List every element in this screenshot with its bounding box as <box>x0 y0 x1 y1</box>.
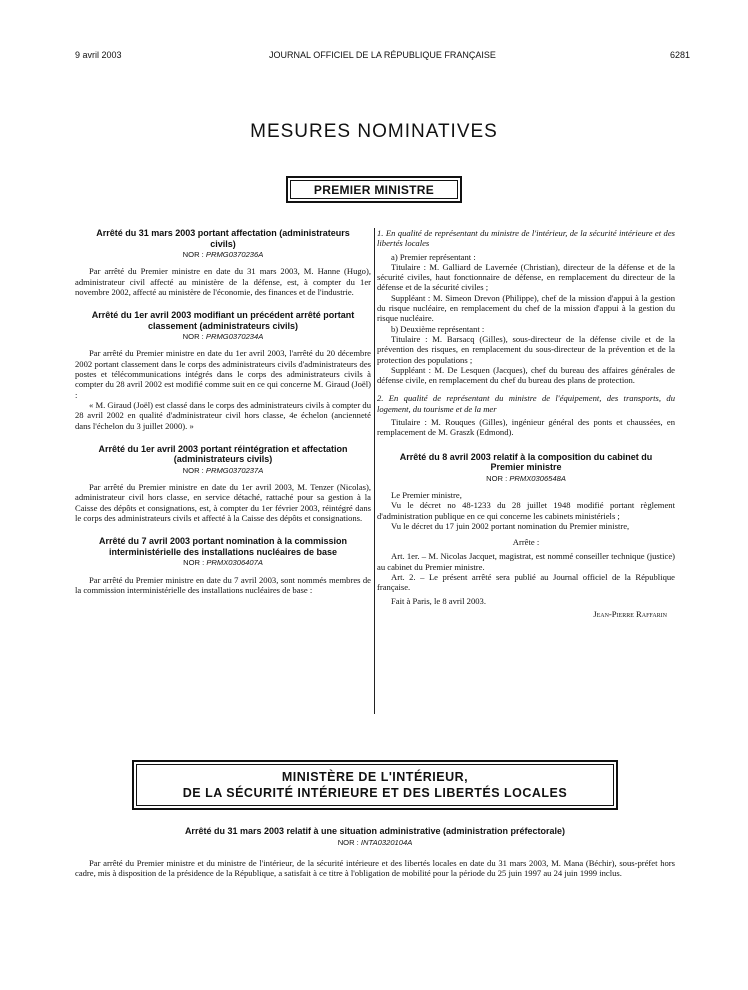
list-item: Titulaire : M. Galliard de Lavernée (Christian), directeur de la défense et de la sécurité civiles, haut fonctionnaire de défense, en remplacement du directeur de la défense et de la sécurité civiles ; <box>377 261 675 293</box>
nor-code: PRMX0306548A <box>509 473 566 483</box>
left-column <box>75 228 371 595</box>
header-page-number: 6281 <box>669 50 690 60</box>
arrete-title: Arrêté du 1er avril 2003 portant réintégration et affectation (administrateurs civils) <box>98 443 348 465</box>
arrete-situation-administrative <box>75 826 675 878</box>
list-item: b) Deuxième représentant : <box>391 323 485 334</box>
column-divider <box>374 228 375 714</box>
section-label-line1: MINISTÈRE DE L'INTÉRIEUR, <box>281 770 469 784</box>
nor-line: NOR : PRMG0370236A <box>182 250 264 259</box>
nor-code: PRMG0370237A <box>205 465 264 475</box>
nor-code: PRMX0306407A <box>206 558 263 568</box>
done-at: Fait à Paris, le 8 avril 2003. <box>391 595 486 606</box>
arrete-paragraph: Vu le décret no 48-1233 du 28 juillet 1948 modifié portant règlement d'administration publique en ce qui concerne les cabinets ministériels ; <box>377 500 675 521</box>
list-item: a) Premier représentant : <box>391 251 476 262</box>
arrete-title: Arrêté du 8 avril 2003 relatif à la composition du cabinet du Premier ministre <box>399 451 653 473</box>
section-box-premier-ministre <box>286 176 462 203</box>
arrete-paragraph: Par arrêté du Premier ministre en date du 7 avril 2003, sont nommés membres de la commission interministérielle des installations nucléaires de base : <box>75 574 371 595</box>
subsection-heading: 2. En qualité de représentant du ministre de l'équipement, des transports, du logement, du tourisme et de la mer <box>377 393 675 414</box>
header-date: 9 avril 2003 <box>75 50 122 60</box>
arrete-paragraph: Par arrêté du Premier ministre en date du 1er avril 2003, l'arrêté du 20 décembre 2002 portant classement dans le corps des administrateurs civils d'administrateurs des postes et télécommunications intégrés dans le corps des administrateurs civils à compter du 28 avril 2002 est modifié comme suit en ce qui concerne M. Giraud (Joël) : <box>75 348 371 400</box>
section-label-line2: DE LA SÉCURITÉ INTÉRIEURE ET DES LIBERTÉS LOCALES <box>182 786 568 800</box>
arrete-title: Arrêté du 7 avril 2003 portant nomination à la commission interministérielle des installations nucléaires de base <box>98 536 348 557</box>
right-column <box>377 228 675 619</box>
arrete-paragraph: Par arrêté du Premier ministre en date du 31 mars 2003, M. Hanne (Hugo), administrateur civil affecté au ministère de la défense, est, à compter du 1er novembre 2002, affecté au ministère de l'économie, des finances et de l'industrie. <box>75 266 371 297</box>
page-header <box>75 50 690 64</box>
list-item: Suppléant : M. Simeon Drevon (Philippe), chef de la mission d'appui à la gestion du risque nucléaire, en remplacement du chef de la mission d'appui à la gestion du risque nucléaire. <box>377 292 675 324</box>
signature: Jean-Pierre Raffarin <box>593 608 667 619</box>
arrete-title: Arrêté du 31 mars 2003 portant affectation (administrateurs civils) <box>96 228 350 249</box>
arrete-classement <box>75 310 371 431</box>
arrete-title: Arrêté du 1er avril 2003 modifiant un précédent arrêté portant classement (administrateurs civils) <box>91 310 355 331</box>
arrete-paragraph: Par arrêté du Premier ministre et du ministre de l'intérieur, de la sécurité intérieure et des libertés locales en date du 31 mars 2003, M. Mana (Béchir), sous-préfet hors cadre, mis à disposition de la présidence de la République, a satisfait à ce titre à l'obligation de mobilité pour la période du 25 juin 1997 au 24 juin 1999 inclus. <box>75 857 675 879</box>
nor-line: NOR : INTA0320104A <box>337 837 413 847</box>
arrete-paragraph: Par arrêté du Premier ministre en date du 1er avril 2003, M. Tenzer (Nicolas), administrateur civil hors classe, en service détaché, rattaché pour sa gestion à la Caisse des dépôts et consignations, est, à compter du 1er février 2003, réintégré dans le corps des administrateurs civils et affecté à la Caisse des dépôts et consignations. <box>75 482 371 524</box>
article: Art. 2. – Le présent arrêté sera publié au Journal officiel de la République française. <box>377 572 675 593</box>
list-item: Titulaire : M. Rouques (Gilles), ingénieur général des ponts et chaussées, en remplacement de M. Graszk (Edmond). <box>377 417 675 438</box>
nor-code: PRMG0370234A <box>205 332 264 342</box>
list-item: Titulaire : M. Barsacq (Gilles), sous-directeur de la défense civile et de la prévention des risques, en remplacement du sous-directeur de la prévention et de la protection des populations ; <box>377 333 675 365</box>
arrete-reintegration <box>75 444 371 523</box>
page-title: MESURES NOMINATIVES <box>250 121 498 142</box>
header-journal-title: JOURNAL OFFICIEL DE LA RÉPUBLIQUE FRANÇAISE <box>269 50 496 60</box>
nor-code: INTA0320104A <box>360 837 413 847</box>
article: Art. 1er. – M. Nicolas Jacquet, magistrat, est nommé conseiller technique (justice) au cabinet du Premier ministre. <box>377 551 675 572</box>
section-label: PREMIER MINISTRE <box>290 180 458 199</box>
nor-line: NOR : PRMX0306548A <box>486 473 566 483</box>
nor-code: PRMG0370236A <box>205 250 264 259</box>
arrete-title: Arrêté du 31 mars 2003 relatif à une situation administrative (administration préfectorale) <box>184 826 566 836</box>
nor-line: NOR : PRMG0370237A <box>182 465 264 475</box>
arrete-affectation <box>75 228 371 297</box>
subsection-heading: 1. En qualité de représentant du ministre de l'intérieur, de la sécurité intérieure et des libertés locales <box>377 228 675 249</box>
nor-line: NOR : PRMG0370234A <box>182 332 264 342</box>
list-item: Suppléant : M. De Lesquen (Jacques), chef du bureau des affaires générales de défense civile, en remplacement du chef du bureau des plans de protection. <box>377 364 675 386</box>
arrete-nomination-commission <box>75 536 371 595</box>
arrete-paragraph: Vu le décret du 17 juin 2002 portant nomination du Premier ministre, <box>391 520 630 531</box>
arrete-paragraph: Le Premier ministre, <box>391 489 462 500</box>
arrete-paragraph: « M. Giraud (Joël) est classé dans le corps des administrateurs civils à compter du 28 avril 2002 en qualité d'administrateur civil hors classe, 4e échelon (ancienneté dans l'échelon du 3 juillet 2000). » <box>75 399 371 431</box>
arrete-composition-cabinet <box>377 452 675 620</box>
section-box-ministere-interieur <box>132 760 618 810</box>
arrete-keyword: Arrête : <box>512 537 540 548</box>
nor-line: NOR : PRMX0306407A <box>183 558 263 568</box>
